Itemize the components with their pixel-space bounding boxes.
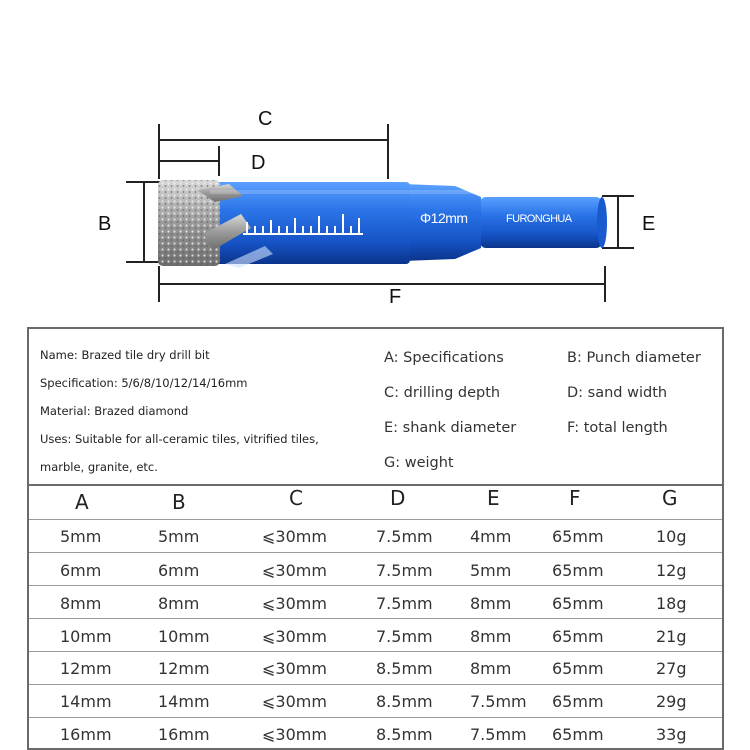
table-cell: 10mm bbox=[158, 627, 210, 646]
table-cell: 5mm bbox=[470, 561, 512, 580]
spec-material: Material: Brazed diamond bbox=[40, 404, 189, 418]
table-cell: 8.5mm bbox=[376, 692, 433, 711]
dim-c-label: C bbox=[258, 108, 273, 130]
col-header-e: E bbox=[487, 486, 500, 510]
table-cell: 65mm bbox=[552, 659, 604, 678]
legend-a: A: Specifications bbox=[384, 350, 504, 366]
col-header-f: F bbox=[569, 486, 581, 510]
table-cell: 6mm bbox=[60, 561, 102, 580]
dim-b-line bbox=[143, 182, 145, 262]
table-cell: 7.5mm bbox=[470, 692, 527, 711]
dim-f-line bbox=[159, 283, 605, 285]
bit-brand-marking: FURONGHUA bbox=[506, 213, 572, 225]
row-divider bbox=[29, 651, 722, 652]
spec-specification: Specification: 5/6/8/10/12/14/16mm bbox=[40, 376, 248, 390]
legend-e: E: shank diameter bbox=[384, 420, 517, 436]
table-cell: ⩽30mm bbox=[262, 725, 327, 744]
table-cell: 18g bbox=[656, 594, 687, 613]
table-cell: ⩽30mm bbox=[262, 627, 327, 646]
legend-f: F: total length bbox=[567, 420, 668, 436]
dim-c-tick-left bbox=[158, 124, 160, 179]
dim-f-label: F bbox=[389, 286, 402, 308]
table-cell: 65mm bbox=[552, 594, 604, 613]
table-cell: 7.5mm bbox=[470, 725, 527, 744]
spec-name: Name: Brazed tile dry drill bit bbox=[40, 348, 210, 362]
table-cell: 65mm bbox=[552, 627, 604, 646]
row-divider bbox=[29, 519, 722, 520]
legend-b: B: Punch diameter bbox=[567, 350, 701, 366]
table-cell: 5mm bbox=[60, 527, 102, 546]
table-cell: 16mm bbox=[158, 725, 210, 744]
dim-d-tick-right bbox=[218, 146, 220, 176]
row-divider bbox=[29, 717, 722, 718]
table-cell: 29g bbox=[656, 692, 687, 711]
table-cell: 65mm bbox=[552, 692, 604, 711]
col-header-c: C bbox=[289, 486, 303, 510]
dim-c-line bbox=[159, 139, 388, 141]
row-divider bbox=[29, 552, 722, 553]
dim-c-tick-right bbox=[387, 124, 389, 179]
table-cell: 12mm bbox=[158, 659, 210, 678]
row-divider bbox=[29, 618, 722, 619]
table-cell: 4mm bbox=[470, 527, 512, 546]
table-cell: 6mm bbox=[158, 561, 200, 580]
table-cell: 7.5mm bbox=[376, 627, 433, 646]
row-divider bbox=[29, 684, 722, 685]
row-divider bbox=[29, 585, 722, 586]
table-cell: 65mm bbox=[552, 527, 604, 546]
table-cell: 8mm bbox=[158, 594, 200, 613]
table-cell: 7.5mm bbox=[376, 594, 433, 613]
table-cell: 5mm bbox=[158, 527, 200, 546]
table-cell: 8mm bbox=[470, 659, 512, 678]
spec-uses-line2: marble, granite, etc. bbox=[40, 460, 158, 474]
table-cell: 65mm bbox=[552, 561, 604, 580]
table-cell: 7.5mm bbox=[376, 527, 433, 546]
dim-f-tick-left bbox=[158, 266, 160, 302]
table-cell: 21g bbox=[656, 627, 687, 646]
table-cell: ⩽30mm bbox=[262, 594, 327, 613]
dim-d-line bbox=[159, 160, 219, 162]
dim-d-label: D bbox=[251, 152, 266, 174]
table-cell: 8.5mm bbox=[376, 659, 433, 678]
table-cell: 14mm bbox=[60, 692, 112, 711]
table-cell: 16mm bbox=[60, 725, 112, 744]
col-header-d: D bbox=[390, 486, 406, 510]
table-cell: ⩽30mm bbox=[262, 659, 327, 678]
dim-e-line bbox=[617, 196, 619, 248]
bit-size-marking: Φ12mm bbox=[420, 210, 468, 226]
legend-g: G: weight bbox=[384, 455, 454, 471]
col-header-a: A bbox=[75, 490, 89, 514]
table-cell: 8mm bbox=[470, 594, 512, 613]
table-cell: 8mm bbox=[60, 594, 102, 613]
table-cell: 33g bbox=[656, 725, 687, 744]
table-cell: 65mm bbox=[552, 725, 604, 744]
legend-c: C: drilling depth bbox=[384, 385, 501, 401]
spec-uses-line1: Uses: Suitable for all-ceramic tiles, vitrified tiles, bbox=[40, 432, 319, 446]
col-header-b: B bbox=[172, 490, 186, 514]
dim-b-label: B bbox=[98, 213, 112, 235]
table-cell: ⩽30mm bbox=[262, 561, 327, 580]
table-cell: ⩽30mm bbox=[262, 692, 327, 711]
table-cell: 7.5mm bbox=[376, 561, 433, 580]
table-cell: 10mm bbox=[60, 627, 112, 646]
table-cell: 8mm bbox=[470, 627, 512, 646]
table-cell: 12g bbox=[656, 561, 687, 580]
table-cell: 8.5mm bbox=[376, 725, 433, 744]
table-cell: 10g bbox=[656, 527, 687, 546]
dim-e-label: E bbox=[642, 213, 656, 235]
table-cell: ⩽30mm bbox=[262, 527, 327, 546]
legend-d: D: sand width bbox=[567, 385, 668, 401]
table-cell: 12mm bbox=[60, 659, 112, 678]
col-header-g: G bbox=[662, 486, 678, 510]
table-top-rule bbox=[29, 484, 722, 486]
table-cell: 27g bbox=[656, 659, 687, 678]
table-cell: 14mm bbox=[158, 692, 210, 711]
dim-f-tick-right bbox=[604, 266, 606, 302]
